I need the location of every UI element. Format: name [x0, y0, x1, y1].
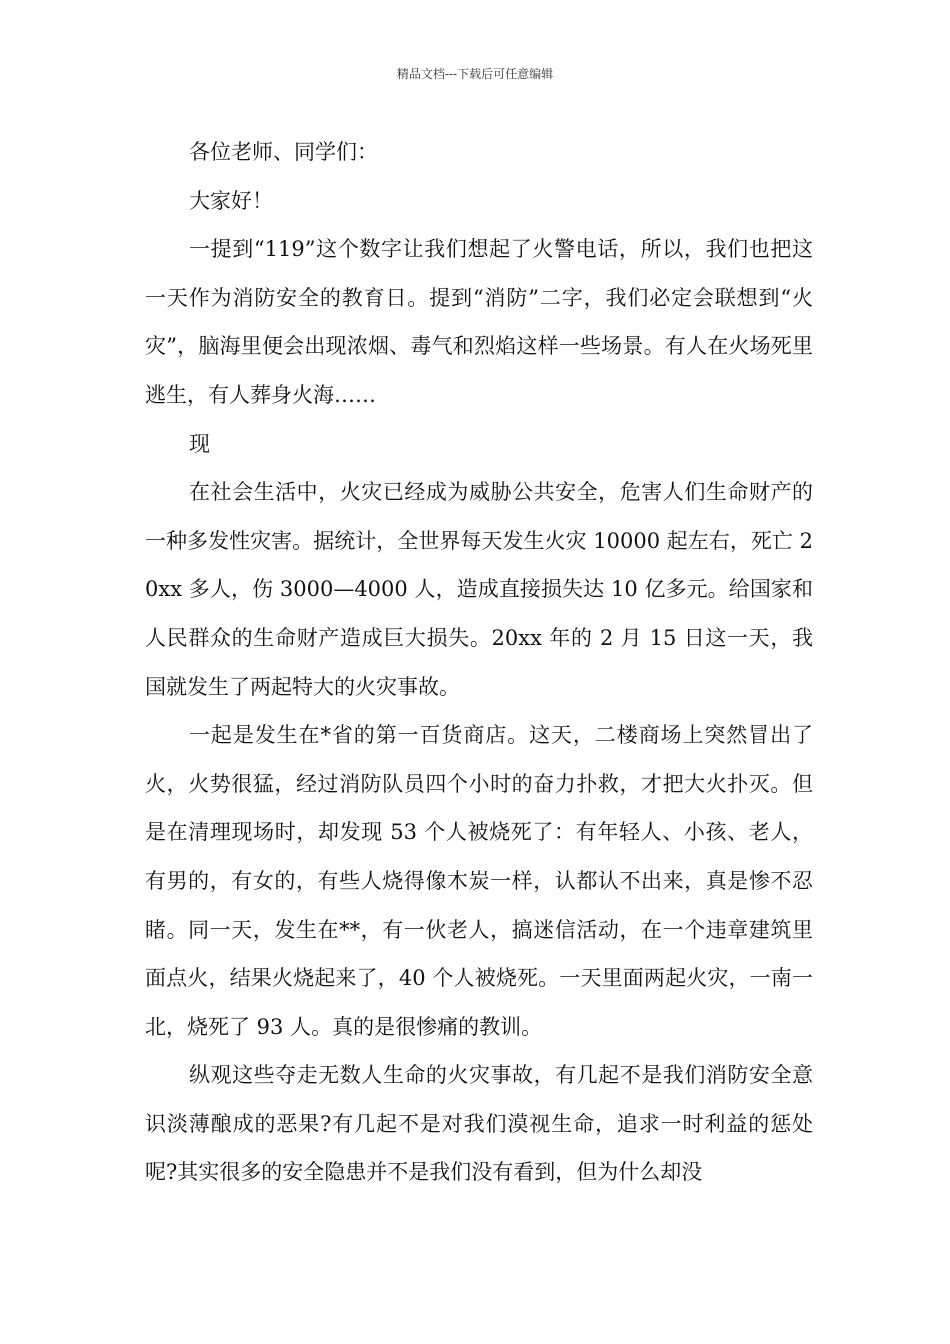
page-header: 精品文档---下载后可任意编辑 — [396, 67, 554, 81]
document-body — [145, 128, 813, 1197]
statistics-paragraph: 在社会生活中，火灾已经成为威胁公共安全，危害人们生命财产的一种多发性灾害。据统计，全世界每天发生火灾 10000 起左右，死亡 20xx 多人，伤 3000—4000 人，造成直接损失达 10 亿多元。给国家和人民群众的生命财产造成巨大损失。20xx 年的 2 月 15 日这一天，我国就发生了两起特大的火灾事故。 — [145, 480, 813, 699]
greeting-paragraph: 大家好！ — [189, 188, 273, 213]
reflection-paragraph: 纵观这些夺走无数人生命的火灾事故，有几起不是我们消防安全意识淡薄酿成的恶果?有几起不是对我们漠视生命，追求一时利益的惩处呢?其实很多的安全隐患并不是我们没有看到，但为什么却没 — [145, 1063, 813, 1185]
intro-paragraph: 一提到“119”这个数字让我们想起了火警电话，所以，我们也把这一天作为消防安全的教育日。提到“消防”二字，我们必定会联想到“火灾”，脑海里便会出现浓烟、毒气和烈焰这样一些场景。有人在火场死里逃生，有人葬身火海…… — [145, 237, 813, 407]
fragment-paragraph: 现 — [189, 431, 210, 456]
salutation-paragraph: 各位老师、同学们： — [189, 140, 378, 164]
incident-paragraph: 一起是发生在*省的第一百货商店。这天，二楼商场上突然冒出了火，火势很猛，经过消防队员四个小时的奋力扑救，才把大火扑灭。但是在清理现场时，却发现 53 个人被烧死了：有年轻人、小孩、老人，有男的，有女的，有些人烧得像木炭一样，认都认不出来，真是惨不忍睹。同一天，发生在**，有一伙老人，搞迷信活动，在一个违章建筑里面点火，结果火烧起来了，40 个人被烧死。一天里面两起火灾，一南一北，烧死了 93 人。真的是很惨痛的教训。 — [145, 723, 813, 1039]
